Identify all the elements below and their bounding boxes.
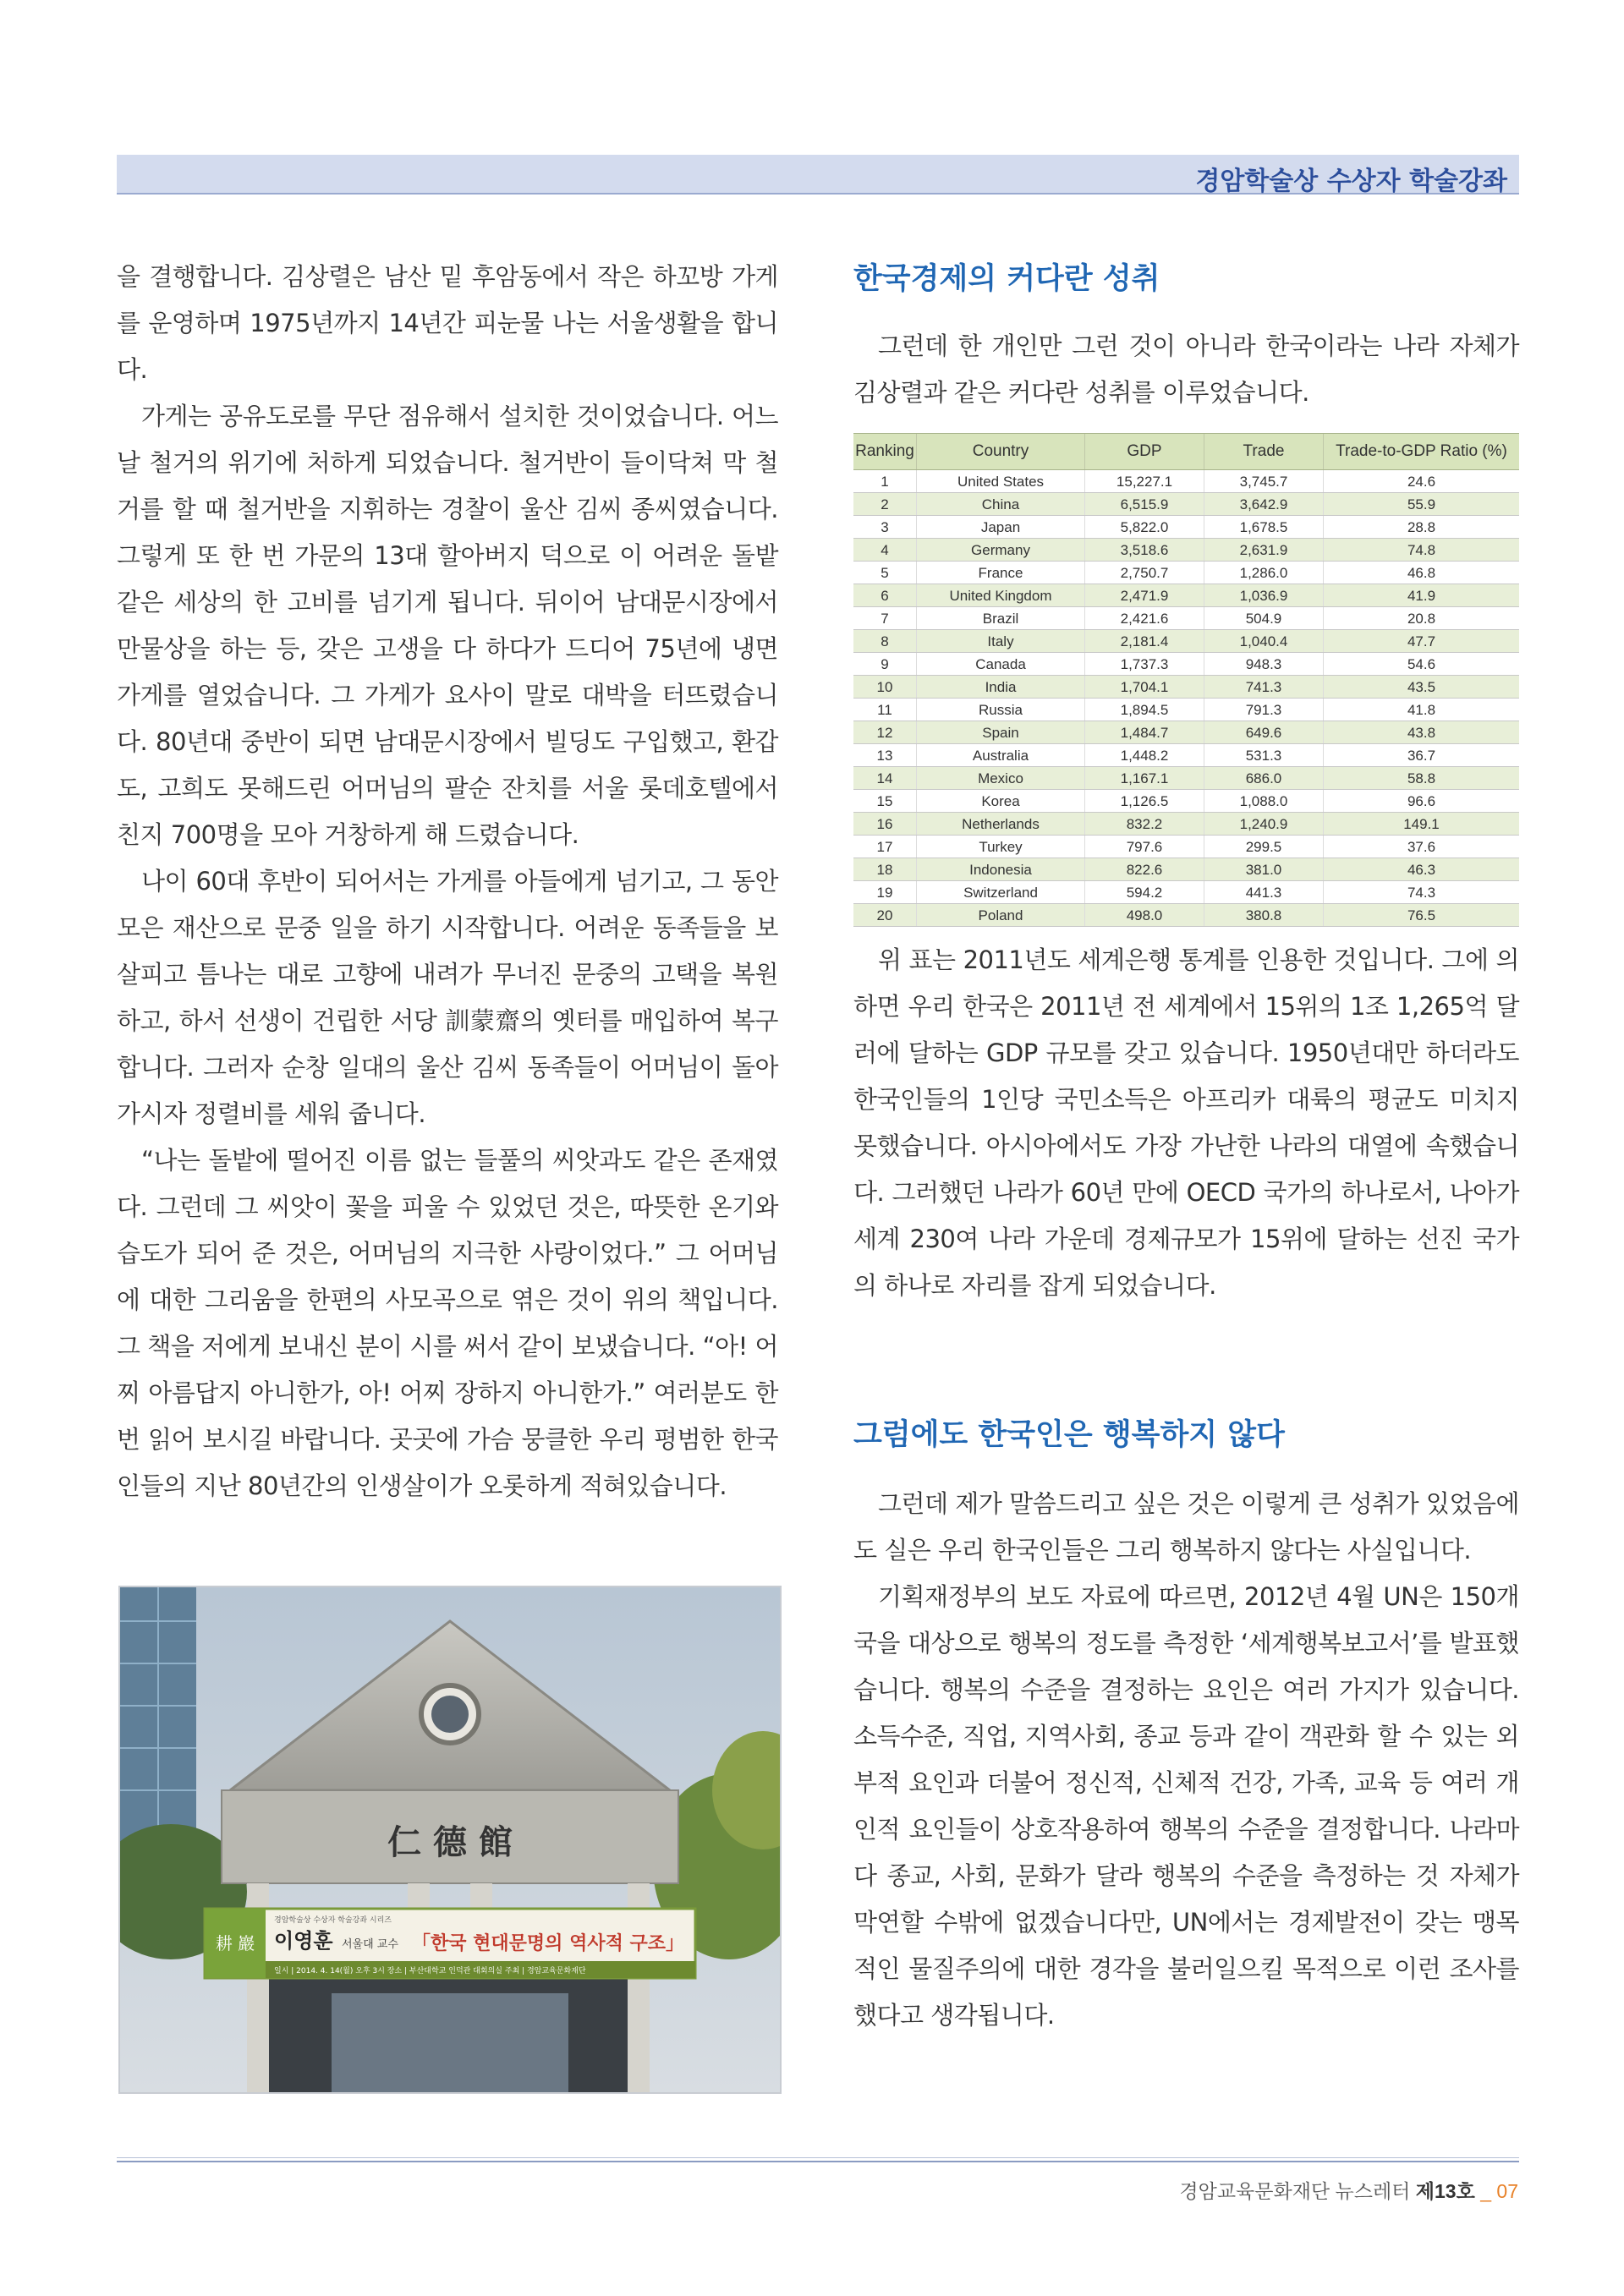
banner-lecturer-name: 이영훈 (274, 1929, 333, 1953)
body-paragraph: 위 표는 2011년도 세계은행 통계를 인용한 것입니다. 그에 의하면 우리 한국은 2011년 전 세계에서 15위의 1조 1,265억 달러에 달하는 GDP 규모를 갖고 있습니다. 1950년대만 하더라도 한국인들의 1인당 국민소득은 아프리카 대륙의 평균도 미치지 못했습니다. 아시아에서도 가장 가난한 나라의 대열에 속했습니다. 그러했던 나라가 60년 만에 OECD 국가의 하나로서, 나아가 세계 230여 나라 가운데 경제규모가 15위에 달하는 선진 국가의 하나로 자리를 잡게 되었습니다. (853, 945, 1519, 1300)
table-cell: 649.6 (1204, 721, 1324, 744)
right-column (853, 254, 1519, 2039)
table-cell: 16 (853, 813, 917, 836)
table-cell: 1,737.3 (1085, 653, 1204, 676)
table-cell: 2,181.4 (1085, 630, 1204, 653)
table-cell: 19 (853, 881, 917, 904)
table-cell: 12 (853, 721, 917, 744)
table-cell: 20 (853, 904, 917, 927)
table-row (853, 493, 1519, 516)
banner-lecturer-affiliation: 서울대 교수 (342, 1938, 398, 1951)
table-cell: 1,678.5 (1204, 516, 1324, 539)
table-cell: 594.2 (1085, 881, 1204, 904)
table-cell: France (917, 562, 1085, 584)
table-row (853, 881, 1519, 904)
table-cell: 74.3 (1324, 881, 1520, 904)
body-paragraph: “나는 돌밭에 떨어진 이름 없는 들풀의 씨앗과도 같은 존재였다. 그런데 그 씨앗이 꽃을 피울 수 있었던 것은, 따뜻한 온기와 습도가 되어 준 것은, 어머님의 지극한 사랑이었다.” 그 어머님에 대한 그리움을 한편의 사모곡으로 엮은 것이 위의 책입니다. 그 책을 저에게 보내신 분이 시를 써서 같이 보냈습니다. “아! 어찌 아름답지 아니한가, 아! 어찌 장하지 아니한가.” 여러분도 한번 읽어 보시길 바랍니다. 곳곳에 가슴 뭉클한 우리 평범한 한국인들의 지난 80년간의 인생살이가 오롯하게 적혀있습니다. (117, 1146, 778, 1500)
table-cell: Poland (917, 904, 1085, 927)
table-cell: Germany (917, 539, 1085, 562)
table-cell: 15 (853, 790, 917, 813)
table-cell: 28.8 (1324, 516, 1520, 539)
section-heading: 한국경제의 커다란 성취 (853, 262, 1160, 296)
table-cell: 3 (853, 516, 917, 539)
table-cell: 11 (853, 699, 917, 721)
table-header-cell: Trade (1204, 434, 1324, 470)
table-cell: 380.8 (1204, 904, 1324, 927)
table-cell: 1,036.9 (1204, 584, 1324, 607)
table-cell: Indonesia (917, 858, 1085, 881)
table-row (853, 699, 1519, 721)
table-cell: 1,704.1 (1085, 676, 1204, 699)
left-column (117, 254, 778, 1510)
table-cell: 4 (853, 539, 917, 562)
table-cell: 76.5 (1324, 904, 1520, 927)
table-cell: Japan (917, 516, 1085, 539)
table-header-cell: Ranking (853, 434, 917, 470)
table-cell: 3,518.6 (1085, 539, 1204, 562)
table-cell: 15,227.1 (1085, 470, 1204, 493)
table-cell: 13 (853, 744, 917, 767)
table-cell: 6 (853, 584, 917, 607)
table-header-row (853, 434, 1519, 470)
table-cell: Turkey (917, 836, 1085, 858)
table-cell: 36.7 (1324, 744, 1520, 767)
table-cell: 1,484.7 (1085, 721, 1204, 744)
body-paragraph: 그런데 제가 말씀드리고 싶은 것은 이렇게 큰 성취가 있었음에도 실은 우리 한국인들은 그리 행복하지 않다는 사실입니다. (853, 1489, 1519, 1564)
table-cell: 441.3 (1204, 881, 1324, 904)
table-cell: 2,631.9 (1204, 539, 1324, 562)
table-cell: 822.6 (1085, 858, 1204, 881)
body-paragraph: 을 결행합니다. 김상렬은 남산 밑 후암동에서 작은 하꼬방 가게를 운영하며 1975년까지 14년간 피눈물 나는 서울생활을 합니다. (117, 262, 778, 384)
table-cell: 149.1 (1324, 813, 1520, 836)
table-cell: 43.8 (1324, 721, 1520, 744)
footer-publication: 경암교육문화재단 뉴스레터 (1179, 2180, 1411, 2202)
table-cell: 55.9 (1324, 493, 1520, 516)
gdp-ranking-table (853, 433, 1519, 927)
table-cell: 10 (853, 676, 917, 699)
banner-logo-text: 耕 巖 (215, 1933, 255, 1954)
table-cell: Switzerland (917, 881, 1085, 904)
table-cell: Korea (917, 790, 1085, 813)
table-cell: 1,240.9 (1204, 813, 1324, 836)
table-cell: 1,088.0 (1204, 790, 1324, 813)
section-heading: 그럼에도 한국인은 행복하지 않다 (853, 1418, 1285, 1452)
table-cell: India (917, 676, 1085, 699)
table-cell: 2,421.6 (1085, 607, 1204, 630)
table-cell: 47.7 (1324, 630, 1520, 653)
table-row (853, 470, 1519, 493)
table-cell: 1,167.1 (1085, 767, 1204, 790)
table-row (853, 516, 1519, 539)
table-cell: 504.9 (1204, 607, 1324, 630)
table-cell: United States (917, 470, 1085, 493)
table-cell: 686.0 (1204, 767, 1324, 790)
table-cell: 791.3 (1204, 699, 1324, 721)
table-cell: 74.8 (1324, 539, 1520, 562)
table-cell: China (917, 493, 1085, 516)
table-cell: 1,040.4 (1204, 630, 1324, 653)
table-row (853, 813, 1519, 836)
table-cell: 24.6 (1324, 470, 1520, 493)
body-paragraph: 가게는 공유도로를 무단 점유해서 설치한 것이었습니다. 어느 날 철거의 위기에 처하게 되었습니다. 철거반이 들이닥쳐 막 철거를 할 때 철거반을 지휘하는 경찰이 울산 김씨 종씨였습니다. 그렇게 또 한 번 가문의 13대 할아버지 덕으로 이 어려운 돌밭 같은 세상의 한 고비를 넘기게 됩니다. 뒤이어 남대문시장에서 만물상을 하는 등, 갖은 고생을 다 하다가 드디어 75년에 냉면가게를 열었습니다. 그 가게가 요사이 말로 대박을 터뜨렸습니다. 80년대 중반이 되면 남대문시장에서 빌딩도 구입했고, 환갑도, 고희도 못해드린 어머님의 팔순 잔치를 서울 롯데호텔에서 친지 700명을 모아 거창하게 해 드렸습니다. (117, 402, 778, 849)
table-cell: 5,822.0 (1085, 516, 1204, 539)
table-row (853, 607, 1519, 630)
table-cell: 3,745.7 (1204, 470, 1324, 493)
table-cell: 9 (853, 653, 917, 676)
table-cell: 2,750.7 (1085, 562, 1204, 584)
table-cell: 41.8 (1324, 699, 1520, 721)
page-number: 07 (1496, 2180, 1518, 2202)
table-cell: 797.6 (1085, 836, 1204, 858)
table-cell: Russia (917, 699, 1085, 721)
footer-divider (117, 2157, 1519, 2158)
table-cell: Canada (917, 653, 1085, 676)
table-cell: 1,894.5 (1085, 699, 1204, 721)
table-cell: Spain (917, 721, 1085, 744)
table-cell: 14 (853, 767, 917, 790)
section-title: 경암학술상 수상자 학술강좌 (1195, 167, 1507, 196)
building-illustration (120, 1587, 780, 2092)
table-cell: 299.5 (1204, 836, 1324, 858)
table-cell: 17 (853, 836, 917, 858)
table-row (853, 858, 1519, 881)
table-row (853, 721, 1519, 744)
table-row (853, 562, 1519, 584)
table-row (853, 790, 1519, 813)
table-cell: 1,448.2 (1085, 744, 1204, 767)
table-cell: 2,471.9 (1085, 584, 1204, 607)
page-footer (1179, 2176, 1518, 2204)
table-row (853, 836, 1519, 858)
lecture-building-photo (118, 1586, 782, 2094)
body-paragraph: 그런데 한 개인만 그런 것이 아니라 한국이라는 나라 자체가 김상렬과 같은 커다란 성취를 이루었습니다. (853, 332, 1519, 407)
table-header-cell: GDP (1085, 434, 1204, 470)
table-cell: 46.3 (1324, 858, 1520, 881)
table-cell: 741.3 (1204, 676, 1324, 699)
table-cell: 381.0 (1204, 858, 1324, 881)
table-cell: 58.8 (1324, 767, 1520, 790)
table-cell: 43.5 (1324, 676, 1520, 699)
table-cell: 832.2 (1085, 813, 1204, 836)
footer-separator: _ (1480, 2180, 1492, 2202)
table-header-cell: Trade-to-GDP Ratio (%) (1324, 434, 1520, 470)
table-cell: 46.8 (1324, 562, 1520, 584)
table-cell: 2 (853, 493, 917, 516)
table-cell: 5 (853, 562, 917, 584)
table-cell: Brazil (917, 607, 1085, 630)
banner-series-text: 경암학술상 수상자 학술강좌 시리즈 (274, 1916, 392, 1925)
building-sign: 仁 德 館 (387, 1822, 513, 1862)
table-row (853, 653, 1519, 676)
table-row (853, 630, 1519, 653)
section-header-bar (117, 155, 1519, 195)
table-cell: 6,515.9 (1085, 493, 1204, 516)
table-row (853, 767, 1519, 790)
table-cell: Australia (917, 744, 1085, 767)
table-cell: 3,642.9 (1204, 493, 1324, 516)
table-cell: 1,286.0 (1204, 562, 1324, 584)
footer-issue: 제13호 (1415, 2180, 1475, 2202)
body-paragraph: 기획재정부의 보도 자료에 따르면, 2012년 4월 UN은 150개국을 대상으로 행복의 정도를 측정한 ‘세계행복보고서’를 발표했습니다. 행복의 수준을 결정하는 요인은 여러 가지가 있습니다. 소득수준, 직업, 지역사회, 종교 등과 같이 객관화 할 수 있는 외부적 요인과 더불어 정신적, 신체적 건강, 가족, 교육 등 여러 개인적 요인들이 상호작용하여 행복의 수준을 결정합니다. 나라마다 종교, 사회, 문화가 달라 행복의 수준을 측정하는 것 자체가 막연할 수밖에 없겠습니다만, UN에서는 경제발전이 갖는 맹목적인 물질주의에 대한 경각을 불러일으킬 목적으로 이런 조사를 했다고 생각됩니다. (853, 1582, 1519, 2030)
table-cell: United Kingdom (917, 584, 1085, 607)
table-row (853, 676, 1519, 699)
footer-divider (117, 2161, 1519, 2162)
table-row (853, 584, 1519, 607)
table-cell: 20.8 (1324, 607, 1520, 630)
banner-lecture-title: 「한국 현대문명의 역사적 구조」 (412, 1933, 685, 1954)
table-cell: Italy (917, 630, 1085, 653)
table-cell: 41.9 (1324, 584, 1520, 607)
table-cell: 498.0 (1085, 904, 1204, 927)
table-cell: Netherlands (917, 813, 1085, 836)
table-row (853, 539, 1519, 562)
table-row (853, 744, 1519, 767)
table-cell: 8 (853, 630, 917, 653)
table-cell: 1,126.5 (1085, 790, 1204, 813)
table-cell: 37.6 (1324, 836, 1520, 858)
table-cell: 1 (853, 470, 917, 493)
banner-event-details: 일시 | 2014. 4. 14(월) 오후 3시 장소 | 부산대학교 인덕관 대회의실 주최 | 경암교육문화재단 (274, 1967, 586, 1975)
body-paragraph: 나이 60대 후반이 되어서는 가게를 아들에게 넘기고, 그 동안 모은 재산으로 문중 일을 하기 시작합니다. 어려운 동족들을 보살피고 틈나는 대로 고향에 내려가 무너진 문중의 고택을 복원하고, 하서 선생이 건립한 서당 訓蒙齋의 옛터를 매입하여 복구합니다. 그러자 순창 일대의 울산 김씨 동족들이 어머님이 돌아가시자 정렬비를 세워 줍니다. (117, 867, 778, 1128)
table-cell: 96.6 (1324, 790, 1520, 813)
table-cell: 7 (853, 607, 917, 630)
table-cell: 54.6 (1324, 653, 1520, 676)
table-row (853, 904, 1519, 927)
table-cell: 531.3 (1204, 744, 1324, 767)
table-body (853, 470, 1519, 927)
table-cell: 948.3 (1204, 653, 1324, 676)
table-cell: 18 (853, 858, 917, 881)
table-header-cell: Country (917, 434, 1085, 470)
table-cell: Mexico (917, 767, 1085, 790)
